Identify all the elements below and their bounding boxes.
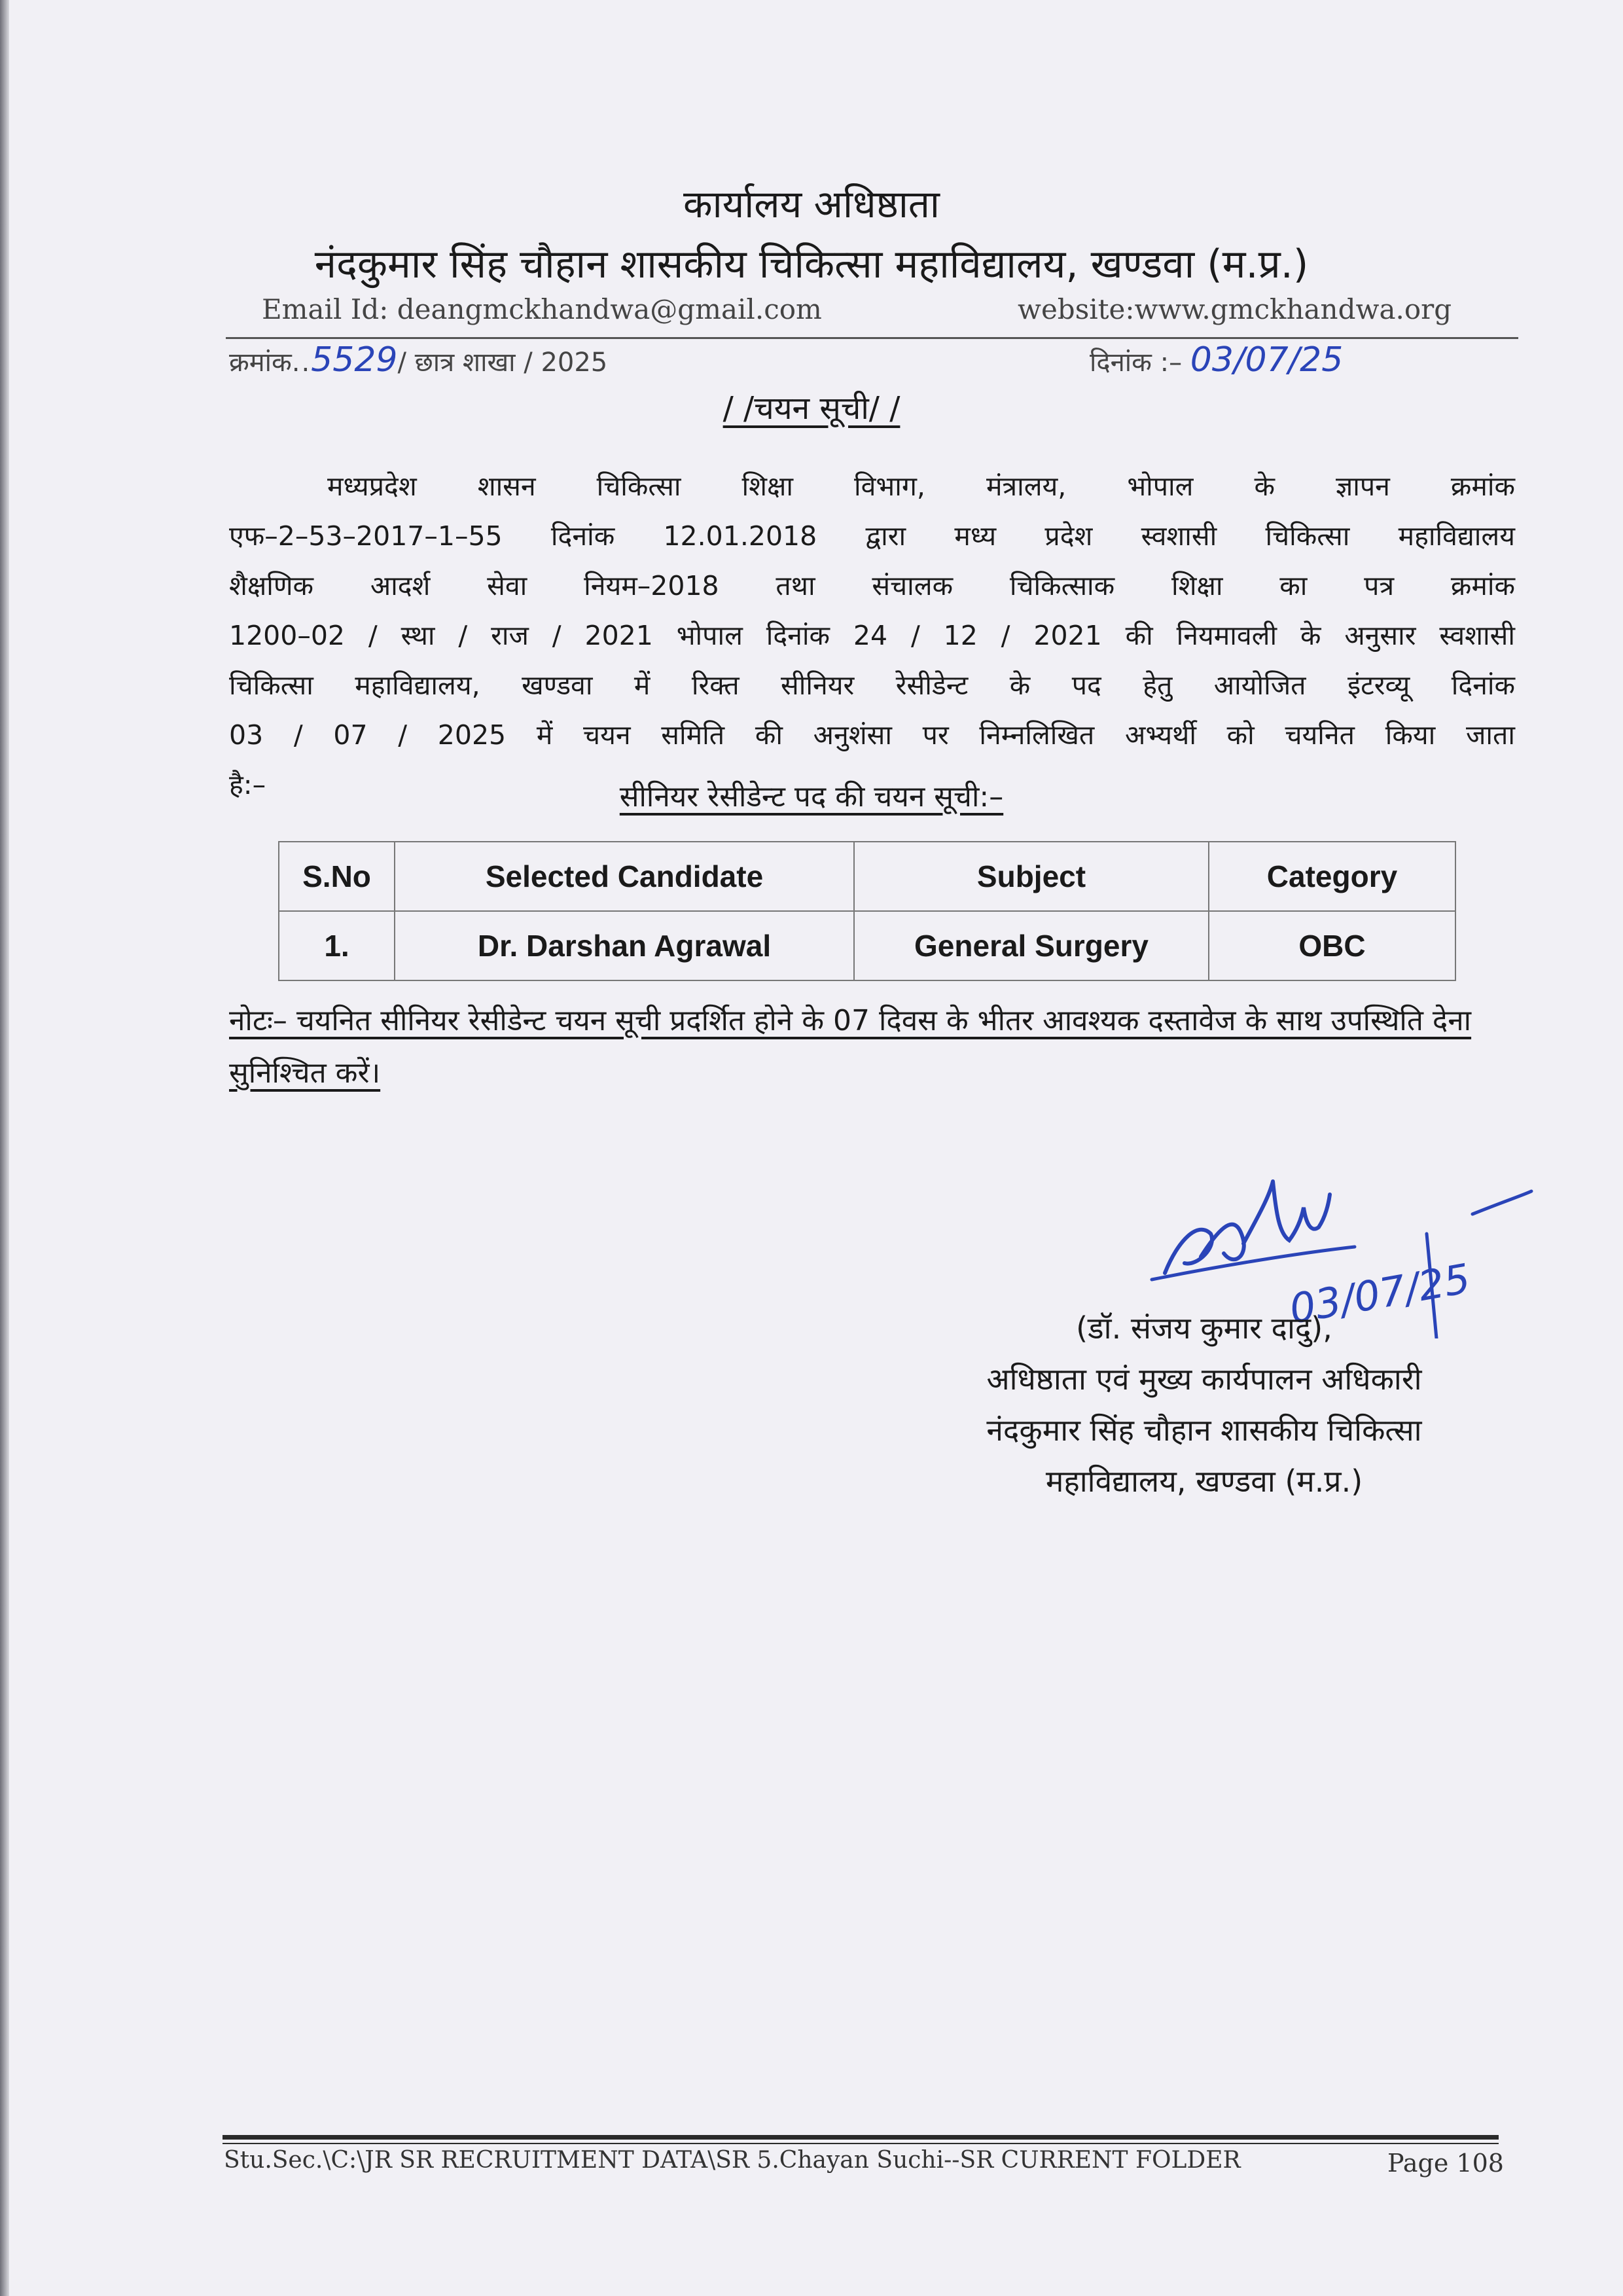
reference-date <box>1090 340 1343 380</box>
body-line: 1200–02 / स्था / राज / 2021 भोपाल दिनांक 24 / 12 / 2021 की नियमावली के अनुसार स्वशासी <box>229 620 1515 651</box>
page-number: Page 108 <box>1387 2149 1504 2178</box>
reference-number: क्रमांक..5529/ छात्र शाखा / 2025 <box>229 340 608 380</box>
col-header-category: Category <box>1209 842 1455 911</box>
college-heading: नंदकुमार सिंह चौहान शासकीय चिकित्सा महाविद्यालय, खण्डवा (म.प्र.) <box>314 242 1309 287</box>
body-line: मध्यप्रदेश शासन चिकित्सा शिक्षा विभाग, मंत्रालय, भोपाल के ज्ञापन क्रमांक <box>327 471 1515 502</box>
footer-rule-thin <box>223 2143 1499 2144</box>
col-header-candidate: Selected Candidate <box>395 842 854 911</box>
body-line: चिकित्सा महाविद्यालय, खण्डवा में रिक्त सीनियर रेसीडेन्ट के पद हेतु आयोजित इंटरव्यू दिनांक <box>229 670 1515 701</box>
col-header-subject: Subject <box>854 842 1209 911</box>
signatory-org-line1: नंदकुमार सिंह चौहान शासकीय चिकित्सा <box>986 1412 1422 1448</box>
body-line: 03 / 07 / 2025 में चयन समिति की अनुशंसा पर निम्नलिखित अभ्यर्थी को चयनित किया जाता <box>229 719 1515 751</box>
col-header-sno: S.No <box>279 842 395 911</box>
cell-category: OBC <box>1209 911 1455 980</box>
signatory-name: (डॉ. संजय कुमार दादु), <box>1076 1310 1332 1346</box>
kramank-handwritten-number: 5529 <box>311 340 398 380</box>
selection-list-subheading: सीनियर रेसीडेन्ट पद की चयन सूची:– <box>619 780 1004 814</box>
kramank-suffix: / छात्र शाखा / 2025 <box>397 348 608 378</box>
table-row <box>279 911 1455 980</box>
document-title: / /चयन सूची/ / <box>722 390 901 427</box>
signature-date: 03/07/25 <box>1285 1254 1474 1333</box>
header-divider <box>226 337 1518 339</box>
scan-edge-shadow <box>0 0 9 2296</box>
note-paragraph: नोटः– चयनित सीनियर रेसीडेन्ट चयन सूची प्रदर्शित होने के 07 दिवस के भीतर आवश्यक दस्तावेज के साथ उपस्थिति देना सुनिश्चित करें। <box>229 1004 1472 1090</box>
signatory-block <box>910 1302 1499 1507</box>
footer-file-path: Stu.Sec.\C:\JR SR RECRUITMENT DATA\SR 5.Chayan Suchi--SR CURRENT FOLDER <box>224 2147 1241 2174</box>
signatory-designation: अधिष्ठाता एवं मुख्य कार्यपालन अधिकारी <box>986 1361 1422 1397</box>
table-header-row <box>279 842 1455 911</box>
body-line: है:– <box>229 769 266 800</box>
body-line: शैक्षणिक आदर्श सेवा नियम–2018 तथा संचालक चिकित्साक शिक्षा का पत्र क्रमांक <box>229 570 1515 601</box>
body-paragraph <box>229 461 1515 810</box>
dinank-handwritten-date: 03/07/25 <box>1190 340 1344 380</box>
signatory-org-line2: महाविद्यालय, खण्डवा (म.प्र.) <box>1045 1463 1363 1499</box>
body-line: एफ–2–53–2017–1–55 दिनांक 12.01.2018 द्वारा मध्य प्रदेश स्वशासी चिकित्सा महाविद्यालय <box>229 520 1515 552</box>
dinank-label: दिनांक :– <box>1090 348 1183 378</box>
cell-sno: 1. <box>279 911 395 980</box>
cell-subject: General Surgery <box>854 911 1209 980</box>
selection-table <box>278 841 1456 981</box>
website-line: website:www.gmckhandwa.org <box>1018 293 1452 325</box>
office-heading: कार्यालय अधिष्ठाता <box>683 182 940 226</box>
cell-candidate: Dr. Darshan Agrawal <box>395 911 854 980</box>
kramank-label: क्रमांक <box>229 348 292 378</box>
email-line: Email Id: deangmckhandwa@gmail.com <box>262 293 822 325</box>
footer-rule <box>223 2135 1499 2140</box>
